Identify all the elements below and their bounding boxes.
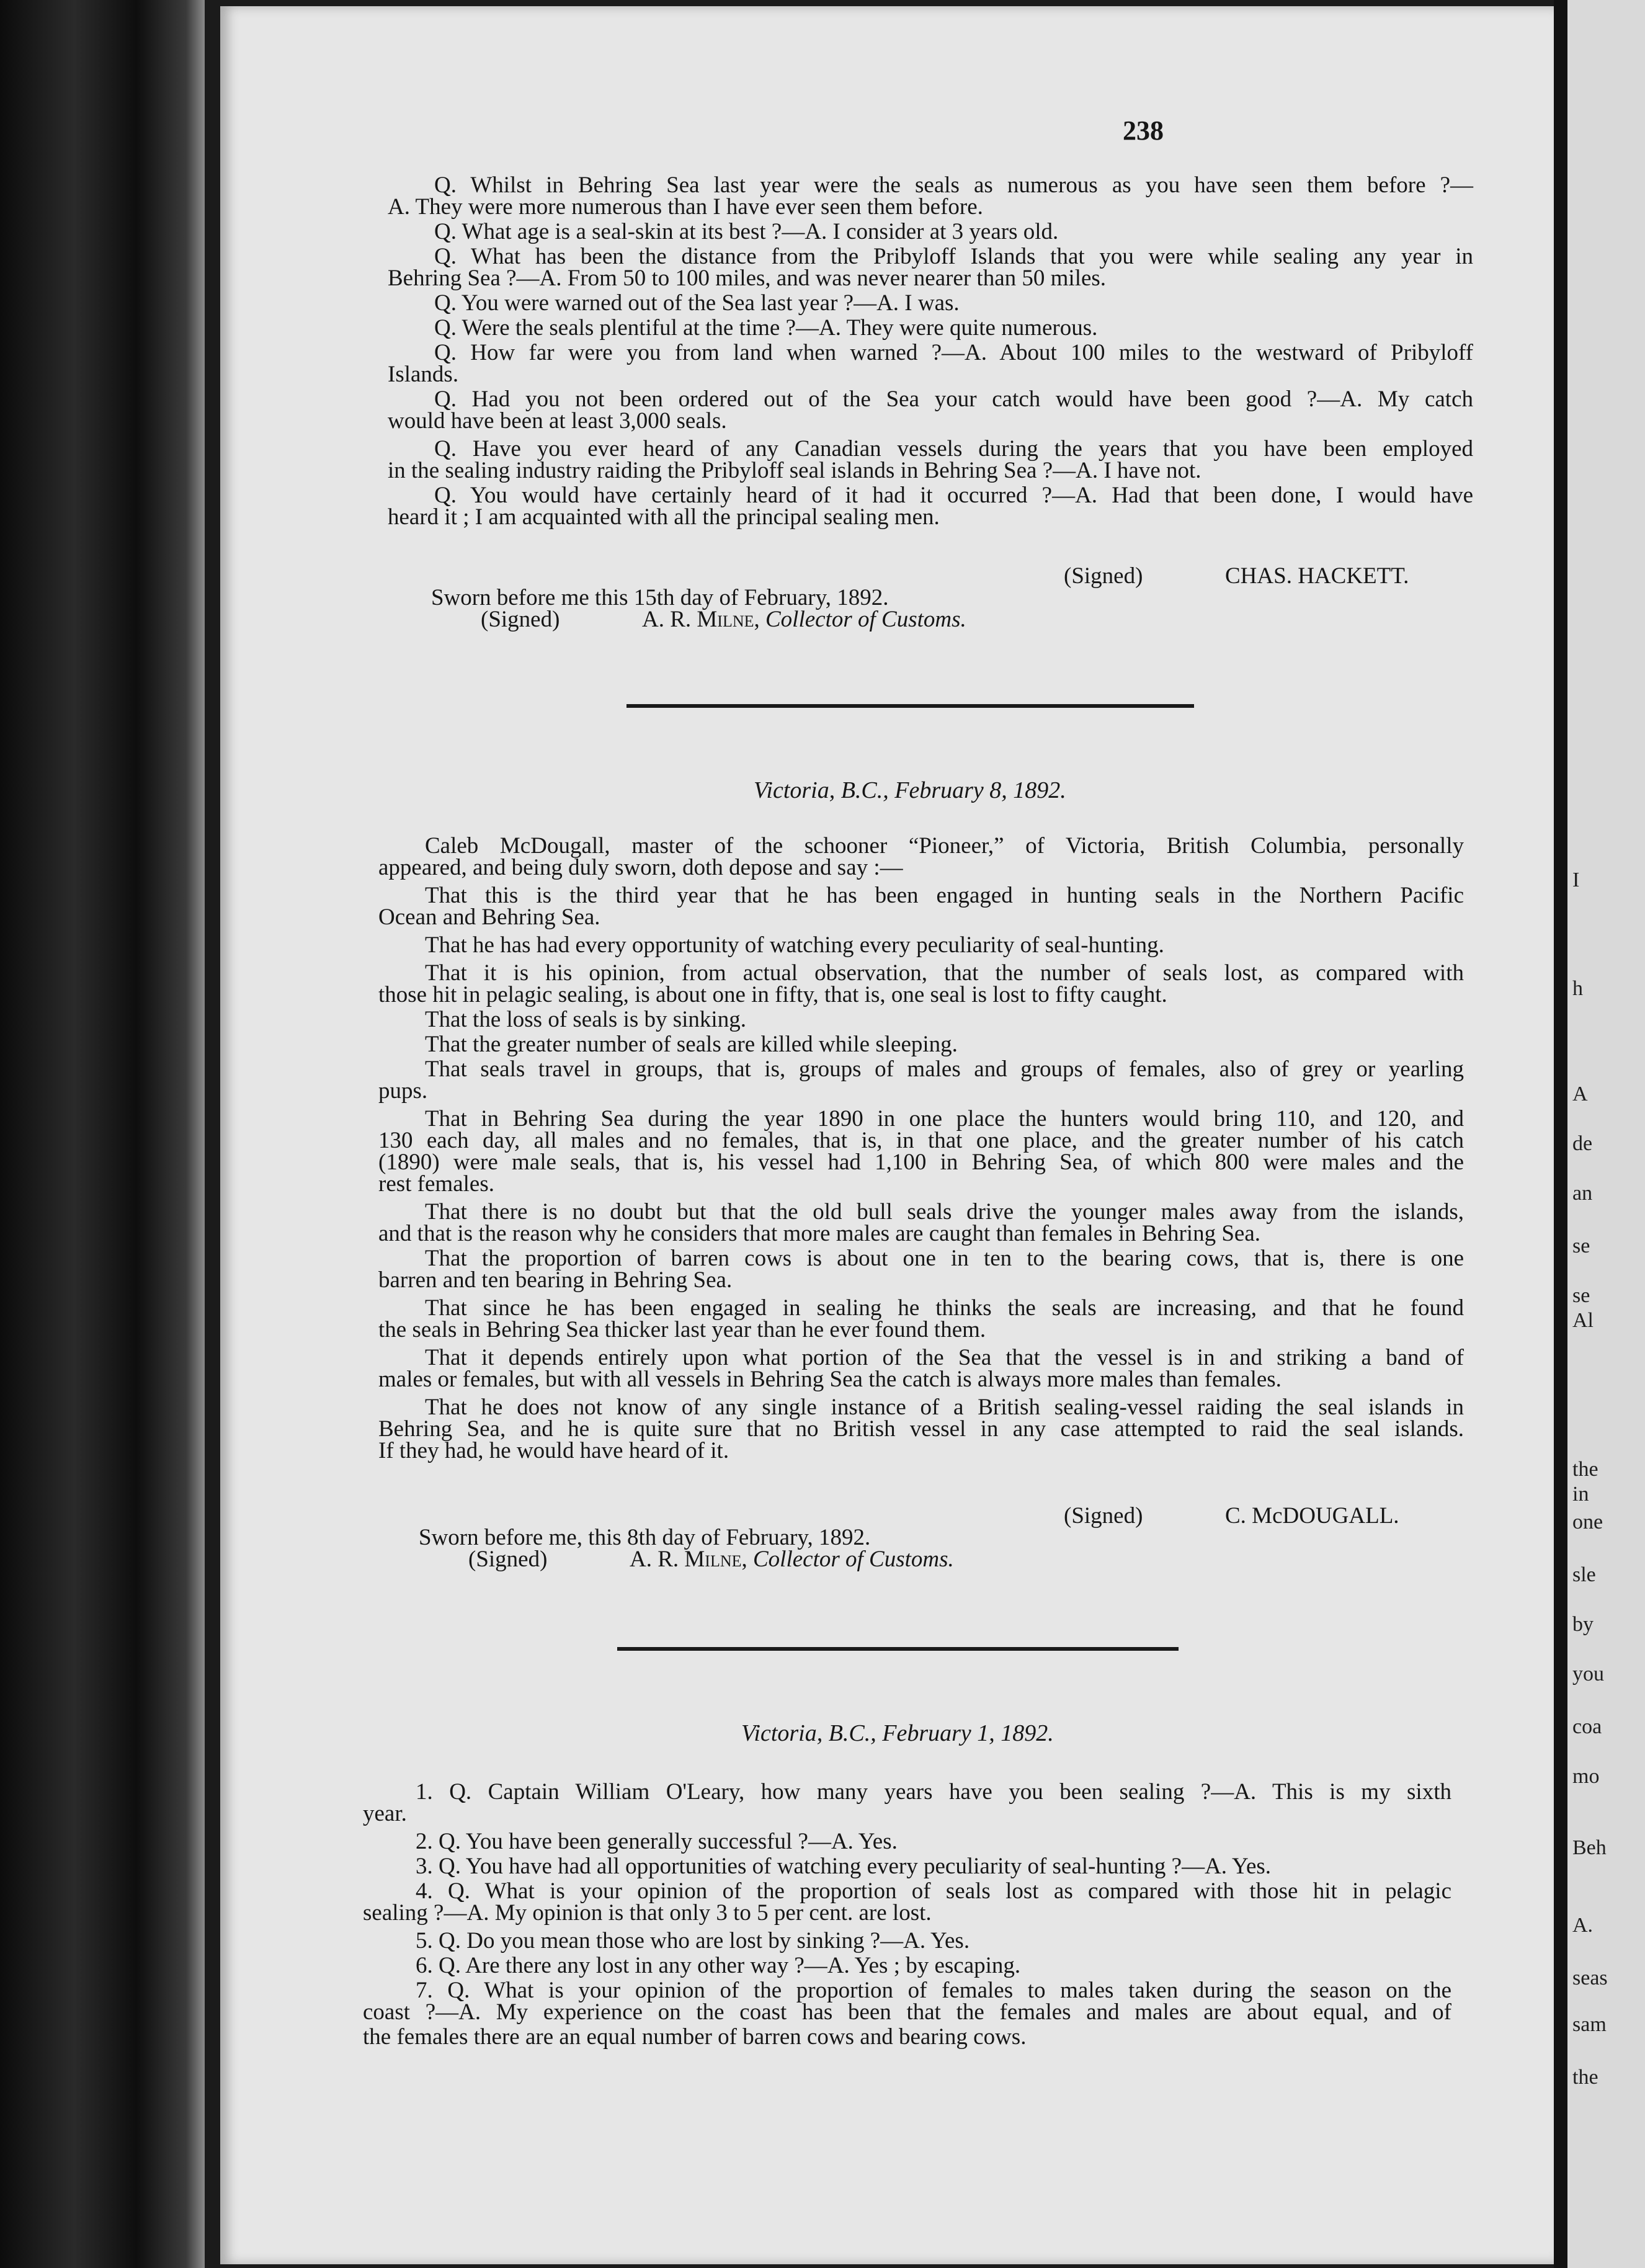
signer-name: C. McDOUGALL. bbox=[1225, 1503, 1399, 1529]
witness-signed-label: (Signed) bbox=[481, 607, 560, 632]
fragment-text: you bbox=[1572, 1663, 1604, 1685]
section-divider bbox=[626, 704, 1194, 708]
text-line: 3. Q. You have had all opportunities of watching every peculiarity of seal-hunting ?—A. Yes. bbox=[416, 1854, 1272, 1879]
text-line: appeared, and being duly sworn, doth depose and say :— bbox=[378, 855, 903, 880]
fragment-text: h bbox=[1572, 977, 1583, 1000]
text-line: That there is no doubt but that the old bull seals drive the younger males away from the islands, bbox=[425, 1199, 1464, 1225]
fragment-text: I bbox=[1572, 868, 1580, 891]
fragment-text: de bbox=[1572, 1132, 1593, 1155]
witness-title: Collector of Customs. bbox=[765, 607, 966, 632]
text-line: in the sealing industry raiding the Pribyloff seal islands in Behring Sea ?—A. I have not. bbox=[388, 458, 1201, 483]
section-divider bbox=[617, 1647, 1179, 1651]
text-line: Q. You would have certainly heard of it had it occurred ?—A. Had that been done, I would have bbox=[434, 483, 1473, 508]
text-line: Q. What has been the distance from the Pribyloff Islands that you were while sealing any year in bbox=[434, 244, 1473, 269]
text-line: year. bbox=[363, 1801, 407, 1826]
signer-name: CHAS. HACKETT. bbox=[1225, 563, 1409, 589]
page-gutter bbox=[1554, 0, 1567, 2268]
text-line: Caleb McDougall, master of the schooner “Pioneer,” of Victoria, British Columbia, personally bbox=[425, 833, 1464, 859]
fragment-text: se bbox=[1572, 1234, 1590, 1257]
text-line: That this is the third year that he has been engaged in hunting seals in the Northern Pacific bbox=[425, 883, 1464, 908]
witness-title: Collector of Customs. bbox=[753, 1547, 954, 1572]
text-line: (1890) were male seals, that is, his vessel had 1,100 in Behring Sea, of which 800 were males and the bbox=[378, 1150, 1464, 1175]
text-line: rest females. bbox=[378, 1171, 494, 1197]
witness-line bbox=[630, 1548, 954, 1571]
fragment-text: mo bbox=[1572, 1765, 1600, 1788]
text-line: Q. What age is a seal-skin at its best ?—A. I consider at 3 years old. bbox=[434, 219, 1059, 244]
fragment-text: Beh bbox=[1572, 1836, 1607, 1859]
fragment-text: coa bbox=[1572, 1715, 1602, 1738]
adjacent-page-fragment bbox=[1567, 0, 1645, 2268]
sworn-statement: Sworn before me this 15th day of February, 1892. bbox=[431, 585, 889, 610]
text-line: 6. Q. Are there any lost in any other way ?—A. Yes ; by escaping. bbox=[416, 1953, 1021, 1978]
text-line: That the loss of seals is by sinking. bbox=[425, 1007, 746, 1032]
witness-name: A. R. Milne, bbox=[630, 1547, 747, 1572]
signed-label: (Signed) bbox=[1064, 563, 1143, 589]
text-line: That he does not know of any single instance of a British sealing-vessel raiding the seal islands in bbox=[425, 1395, 1464, 1420]
text-line: Q. Have you ever heard of any Canadian vessels during the years that you have been employed bbox=[434, 436, 1473, 462]
fragment-text: Al bbox=[1572, 1309, 1594, 1332]
fragment-text: the bbox=[1572, 2066, 1598, 2089]
text-line: That the greater number of seals are killed while sleeping. bbox=[425, 1032, 958, 1057]
text-line: 2. Q. You have been generally successful ?—A. Yes. bbox=[416, 1829, 898, 1854]
document-page bbox=[220, 6, 1554, 2264]
text-line: 7. Q. What is your opinion of the proportion of females to males taken during the season on the bbox=[416, 1978, 1451, 2003]
text-line: Islands. bbox=[388, 362, 459, 387]
text-line: Q. How far were you from land when warned ?—A. About 100 miles to the westward of Pribyloff bbox=[434, 340, 1473, 365]
text-line: A. They were more numerous than I have ever seen them before. bbox=[388, 194, 983, 220]
sworn-statement: Sworn before me, this 8th day of February, 1892. bbox=[419, 1525, 871, 1550]
text-line: the females there are an equal number of barren cows and bearing cows. bbox=[363, 2024, 1027, 2050]
dateline: Victoria, B.C., February 1, 1892. bbox=[741, 1720, 1054, 1746]
book-binding bbox=[0, 0, 205, 2268]
text-line: heard it ; I am acquainted with all the principal sealing men. bbox=[388, 504, 940, 530]
text-line: Q. You were warned out of the Sea last year ?—A. I was. bbox=[434, 290, 960, 316]
text-line: Q. Had you not been ordered out of the Sea your catch would have been good ?—A. My catch bbox=[434, 386, 1473, 412]
fragment-text: the bbox=[1572, 1458, 1598, 1481]
text-line: Behring Sea ?—A. From 50 to 100 miles, and was never nearer than 50 miles. bbox=[388, 266, 1107, 291]
page-number: 238 bbox=[1123, 115, 1164, 146]
text-line: If they had, he would have heard of it. bbox=[378, 1438, 729, 1463]
fragment-text: by bbox=[1572, 1613, 1594, 1636]
text-line: and that is the reason why he considers that more males are caught than females in Behring Sea. bbox=[378, 1221, 1260, 1246]
dateline: Victoria, B.C., February 8, 1892. bbox=[754, 777, 1066, 803]
fragment-text: seas bbox=[1572, 1967, 1608, 1989]
text-line: 1. Q. Captain William O'Leary, how many years have you been sealing ?—A. This is my sixth bbox=[416, 1779, 1451, 1805]
text-line: Ocean and Behring Sea. bbox=[378, 904, 600, 930]
text-line: That in Behring Sea during the year 1890 in one place the hunters would bring 110, and 120, and bbox=[425, 1106, 1464, 1132]
text-line: those hit in pelagic sealing, is about one in fifty, that is, one seal is lost to fifty caught. bbox=[378, 982, 1167, 1007]
witness-name: A. R. Milne, bbox=[642, 607, 760, 632]
fragment-text: se bbox=[1572, 1284, 1590, 1307]
text-line: That the proportion of barren cows is about one in ten to the bearing cows, that is, there is one bbox=[425, 1246, 1464, 1271]
text-line: That it depends entirely upon what portion of the Sea that the vessel is in and striking a band of bbox=[425, 1345, 1464, 1370]
text-line: Behring Sea, and he is quite sure that no British vessel in any case attempted to raid the seal islands. bbox=[378, 1416, 1464, 1442]
text-line: the seals in Behring Sea thicker last year than he ever found them. bbox=[378, 1317, 986, 1342]
text-line: males or females, but with all vessels in Behring Sea the catch is always more males than females. bbox=[378, 1367, 1282, 1392]
fragment-text: sle bbox=[1572, 1563, 1596, 1586]
text-line: Q. Whilst in Behring Sea last year were the seals as numerous as you have seen them before ?— bbox=[434, 172, 1473, 198]
witness-signed-label: (Signed) bbox=[468, 1547, 548, 1572]
fragment-text: in bbox=[1572, 1483, 1589, 1506]
text-line: That seals travel in groups, that is, groups of males and groups of females, also of grey or yearling bbox=[425, 1056, 1464, 1082]
fragment-text: one bbox=[1572, 1511, 1603, 1534]
text-line: That it is his opinion, from actual observation, that the number of seals lost, as compared with bbox=[425, 960, 1464, 986]
fragment-text: A. bbox=[1572, 1914, 1594, 1937]
text-line: That since he has been engaged in sealing he thinks the seals are increasing, and that he found bbox=[425, 1295, 1464, 1321]
text-line: barren and ten bearing in Behring Sea. bbox=[378, 1267, 733, 1293]
witness-line bbox=[642, 608, 966, 631]
text-line: 4. Q. What is your opinion of the proportion of seals lost as compared with those hit in pelagic bbox=[416, 1878, 1451, 1904]
text-line: sealing ?—A. My opinion is that only 3 to 5 per cent. are lost. bbox=[363, 1900, 932, 1926]
text-line: would have been at least 3,000 seals. bbox=[388, 408, 727, 434]
text-line: Q. Were the seals plentiful at the time ?—A. They were quite numerous. bbox=[434, 315, 1098, 341]
text-line: 130 each day, all males and no females, that is, in that one place, and the greater number of his catch bbox=[378, 1128, 1464, 1153]
text-line: 5. Q. Do you mean those who are lost by sinking ?—A. Yes. bbox=[416, 1928, 970, 1953]
signed-label: (Signed) bbox=[1064, 1503, 1143, 1529]
text-line: coast ?—A. My experience on the coast has been that the females and males are about equal, and of bbox=[363, 1999, 1451, 2025]
fragment-text: an bbox=[1572, 1182, 1593, 1205]
text-line: That he has had every opportunity of watching every peculiarity of seal-hunting. bbox=[425, 932, 1164, 958]
text-line: pups. bbox=[378, 1078, 428, 1104]
fragment-text: A bbox=[1572, 1083, 1588, 1105]
fragment-text: sam bbox=[1572, 2013, 1607, 2036]
